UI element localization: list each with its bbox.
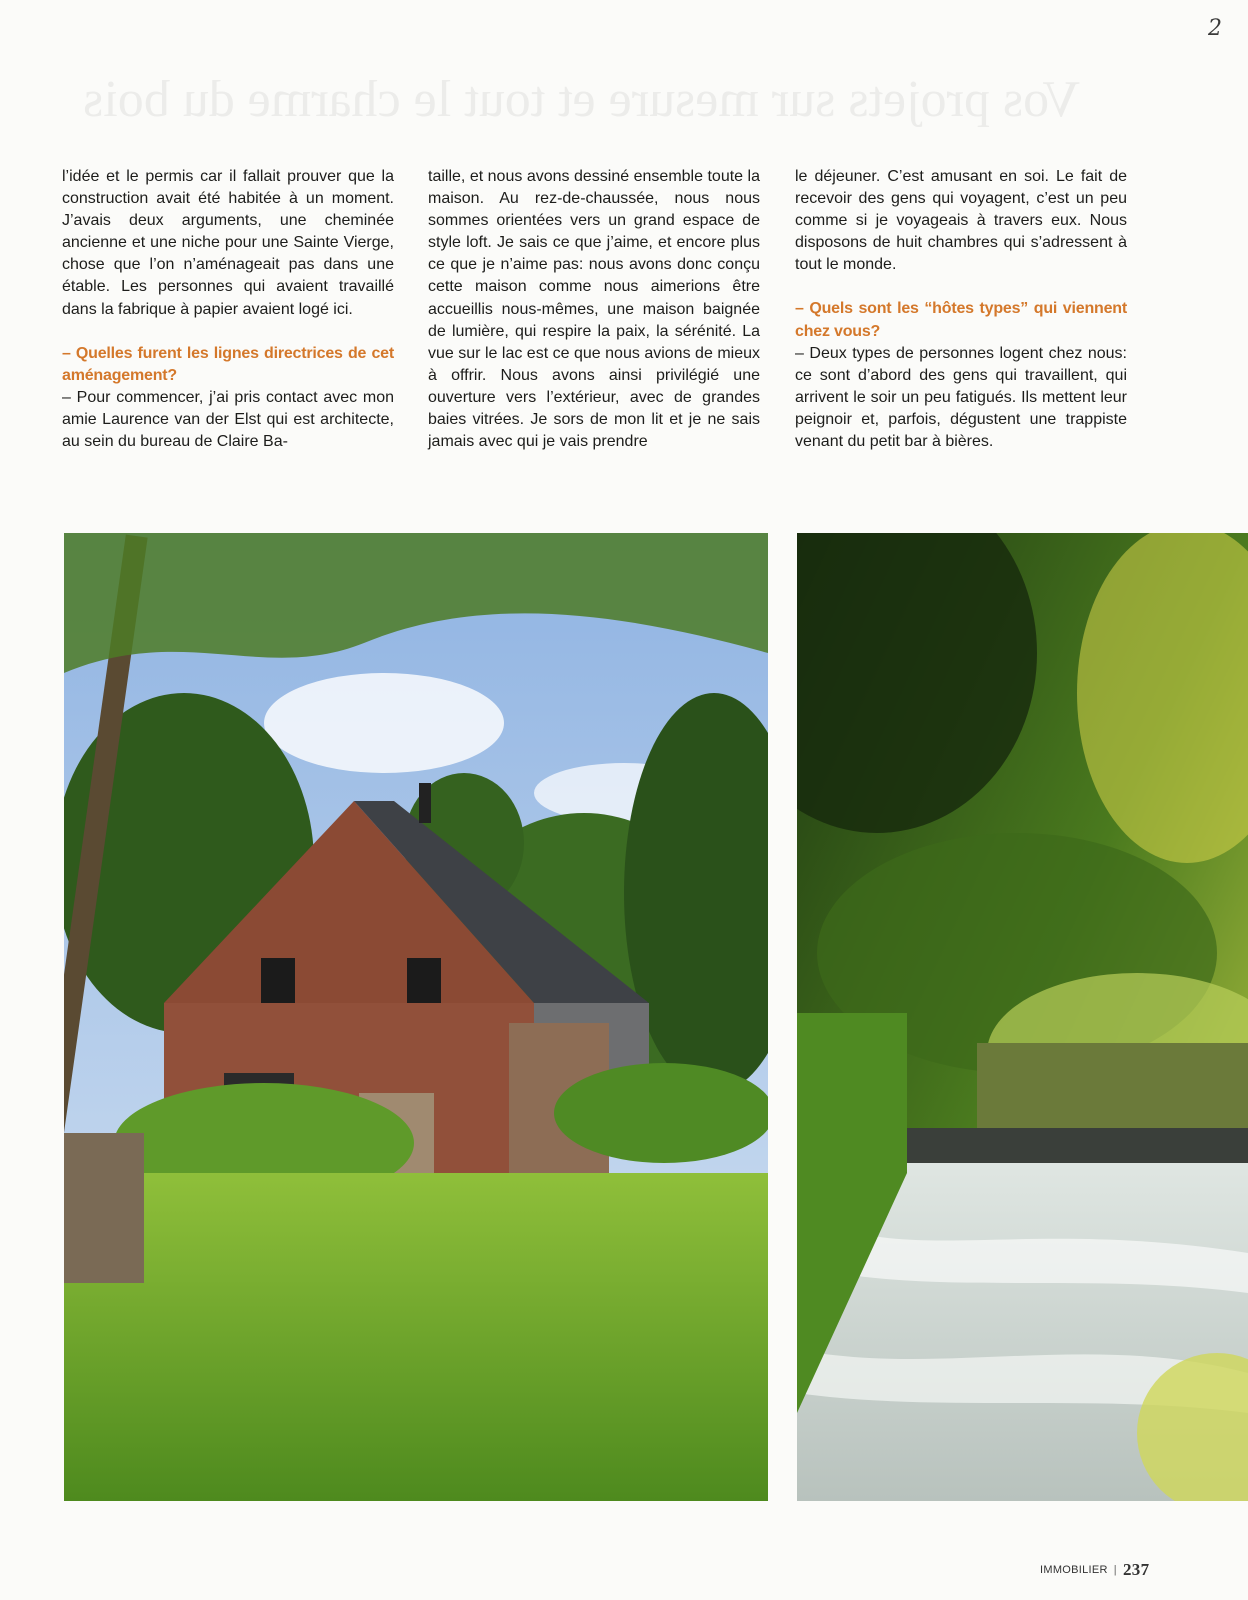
paragraph: – Pour commencer, j’ai pris contact avec mon amie Laurence van der Elst qui est architecte, au sein du bureau de Claire Ba-: [62, 388, 394, 451]
house-garden-photo: [64, 533, 768, 1501]
waterfall-illustration: [797, 533, 1248, 1501]
footer-section-label: IMMOBILIER: [1040, 1564, 1108, 1576]
handwritten-page-mark: 2: [1208, 16, 1222, 41]
paragraph: taille, et nous avons dessiné ensemble toute la maison. Au rez-de-chaussée, nous nous sommes orientées vers un grand espace de style loft. Je sais ce que j’aime, et encore plus ce que je n’aime pas: nous avons donc conçu cette maison comme nous aimerions être accueillis nous-mêmes, une maison baignée de lumière, qui respire la paix, la sérénité. La vue sur le lac est ce que nous avions de mieux à offrir. Nous avons ainsi privilégié une ouverture vers l’extérieur, avec de grandes baies vitrées. Je sors de mon lit et je ne sais jamais avec qui je vais prendre: [428, 168, 760, 451]
paragraph: – Deux types de personnes logent chez nous: ce sont d’abord des gens qui travaillent, qui arrivent le soir un peu fatigués. Ils mettent leur peignoir et, parfois, dégustent une trappiste venant du petit bar à bières.: [795, 344, 1127, 451]
paragraph: le déjeuner. C’est amusant en soi. Le fait de recevoir des gens qui voyagent, c’est un peu comme si je voyageais à travers eux. Nous disposons de huit chambres qui s’adressent à tout le monde.: [795, 168, 1127, 274]
page-footer: [1040, 1560, 1149, 1580]
waterfall-photo: [797, 533, 1248, 1501]
interview-question: – Quelles furent les lignes directrices de cet aménagement?: [62, 344, 394, 384]
footer-separator: |: [1113, 1564, 1117, 1576]
interview-question: – Quels sont les “hôtes types” qui viennent chez vous?: [795, 300, 1127, 340]
text-column-3: [795, 166, 1127, 453]
show-through-title: Vos projets sur mesure et tout le charme du bois: [83, 71, 1080, 128]
house-garden-illustration: [64, 533, 768, 1501]
paragraph: l’idée et le permis car il fallait prouver que la construction avait été habitée à un moment. J’avais deux arguments, une cheminée ancienne et une niche pour une Sainte Vierge, chose que l’on n’aménageait pas dans une étable. Les personnes qui avaient travaillé dans la fabrique à papier avaient logé ici.: [62, 168, 394, 318]
text-column-1: [62, 166, 394, 453]
page-number: 237: [1122, 1560, 1150, 1579]
text-column-2: [428, 166, 760, 453]
